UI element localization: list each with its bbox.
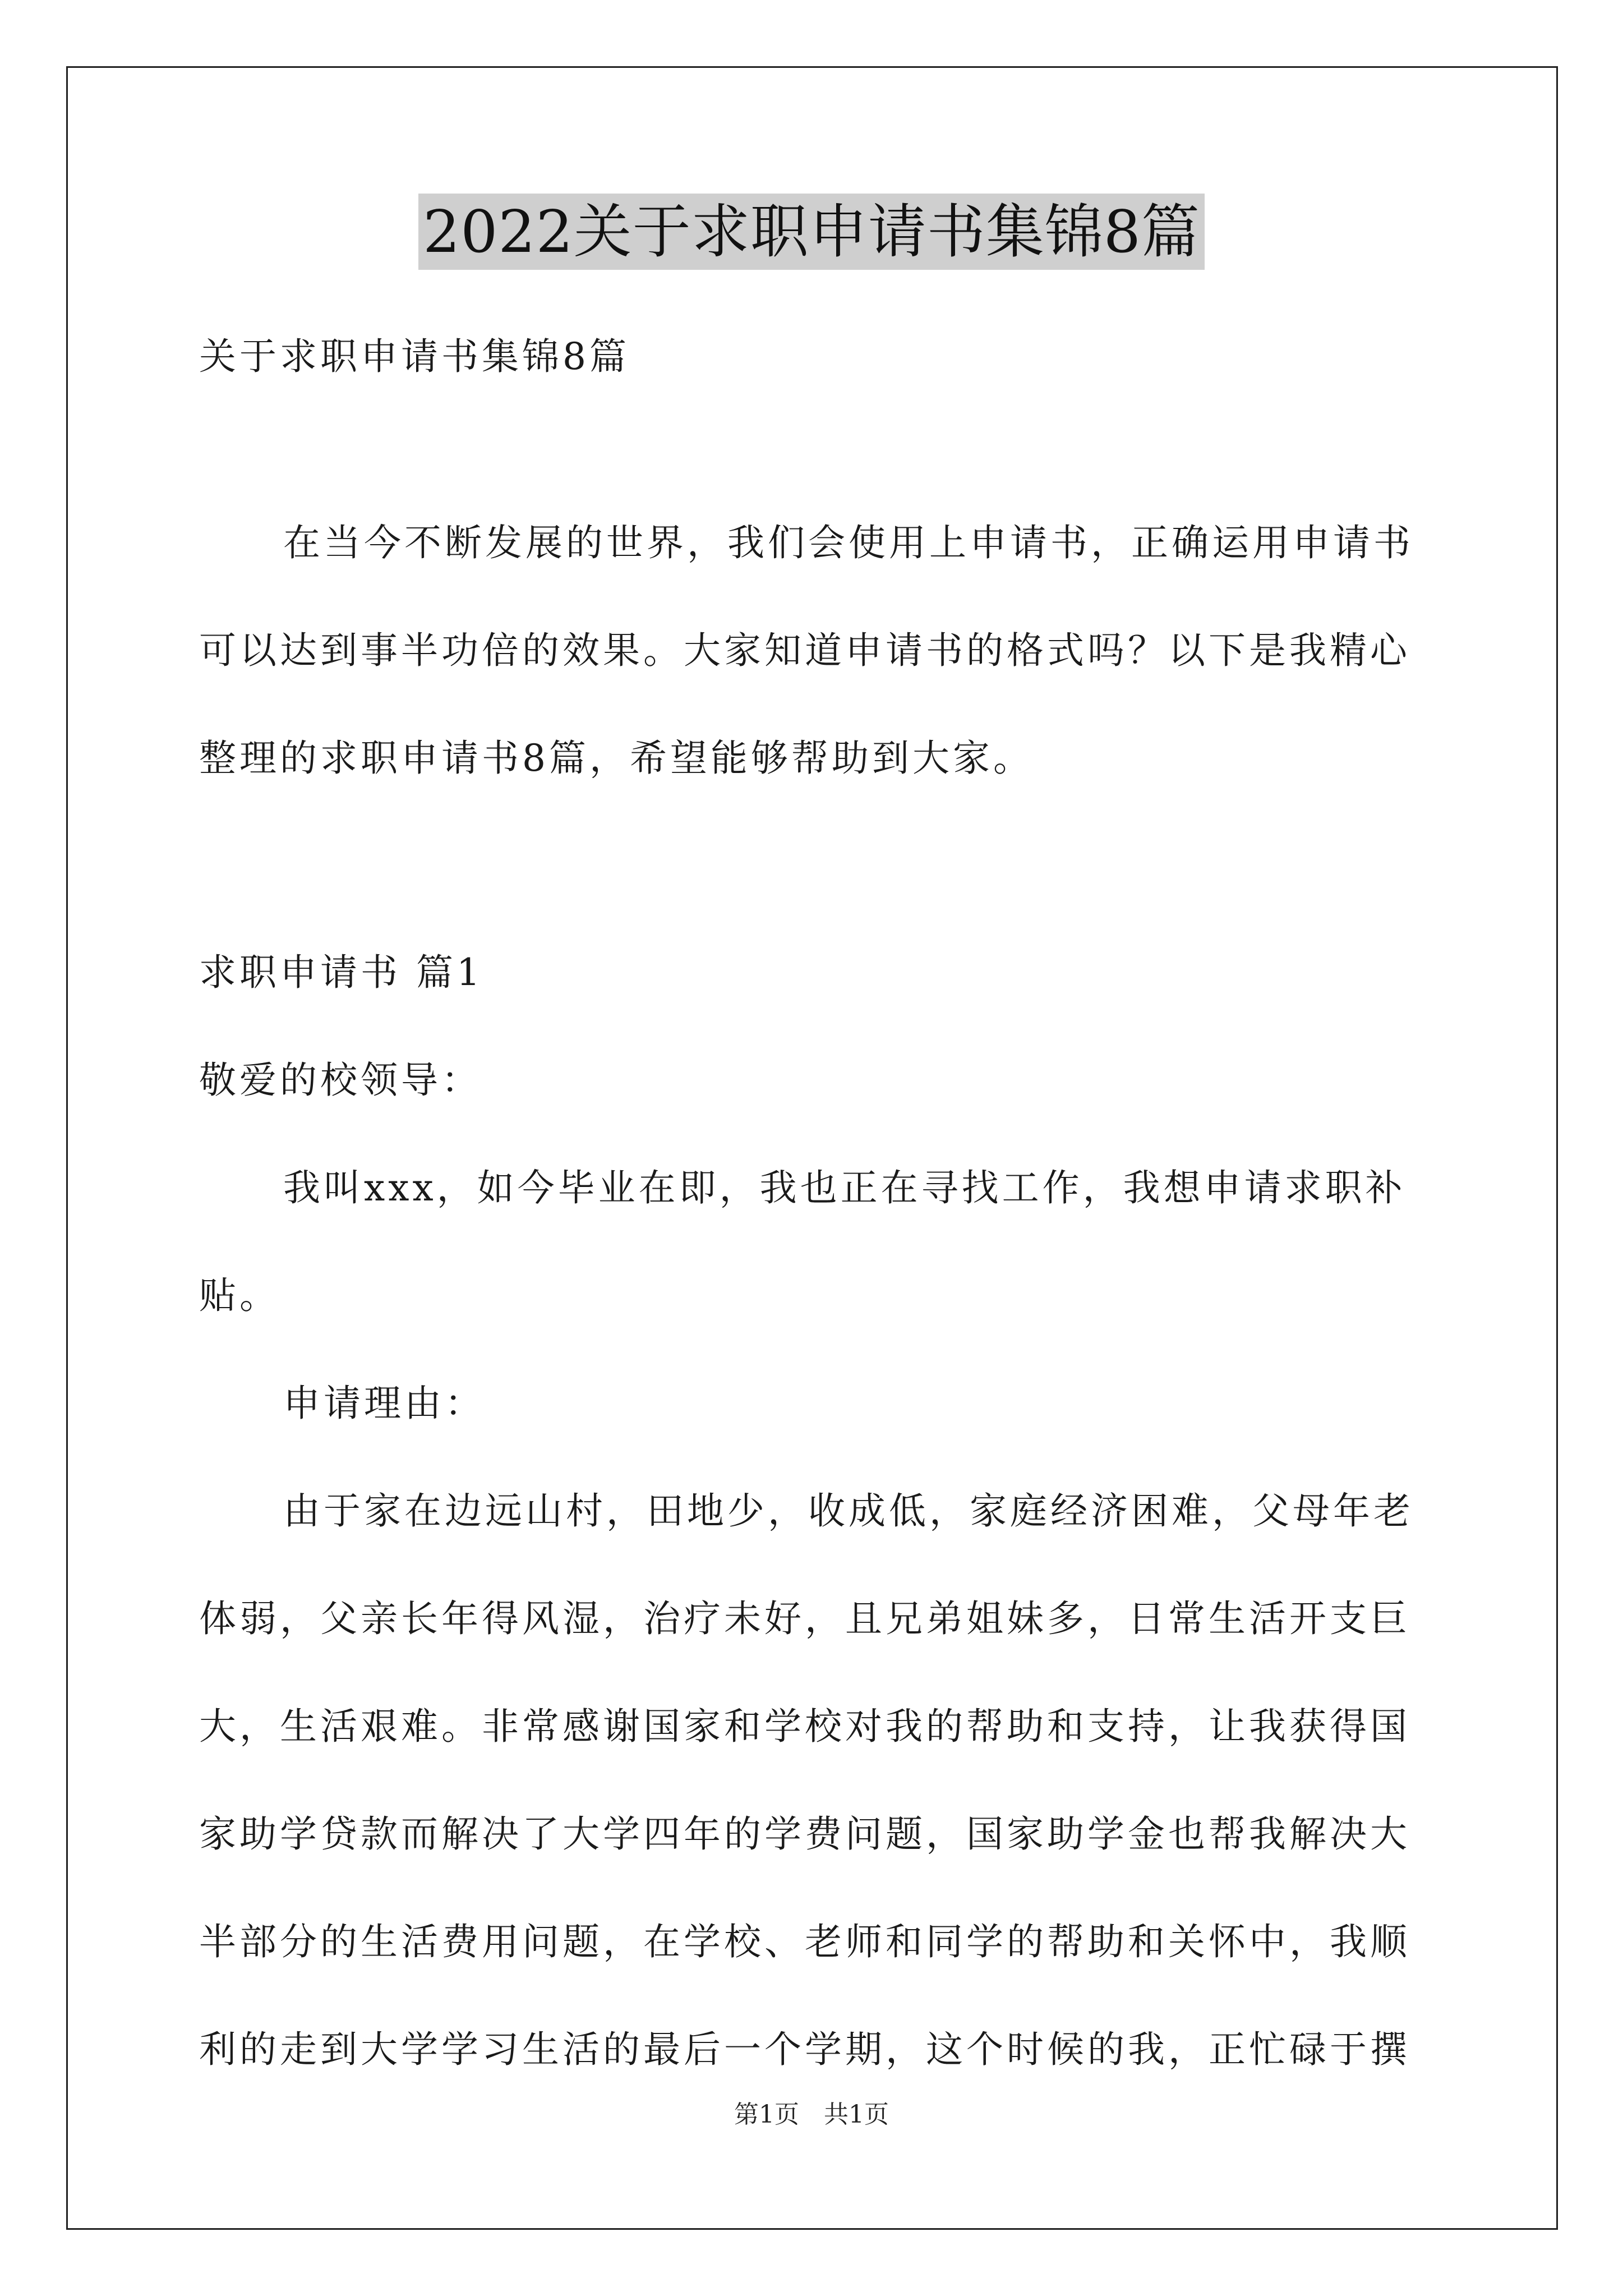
intro-line-2: 可以达到事半功倍的效果。大家知道申请书的格式吗？以下是我精心: [199, 629, 1410, 672]
para2-line-4: 家助学贷款而解决了大学四年的学费问题，国家助学金也帮我解决大: [199, 1812, 1410, 1856]
page-footer: 第1页 共1页: [734, 2100, 889, 2129]
para1-line-2: 贴。: [199, 1274, 280, 1317]
document-title: 2022关于求职申请书集锦8篇: [418, 194, 1205, 270]
para2-line-3: 大，生活艰难。非常感谢国家和学校对我的帮助和支持，让我获得国: [199, 1705, 1410, 1748]
salutation: 敬爱的校领导：: [199, 1059, 482, 1102]
para2-line-1: 由于家在边远山村，田地少，收成低，家庭经济困难，父母年老: [283, 1489, 1414, 1533]
para2-line-5: 半部分的生活费用问题，在学校、老师和同学的帮助和关怀中，我顺: [199, 1920, 1410, 1963]
intro-line-3: 整理的求职申请书8篇，希望能够帮助到大家。: [199, 737, 1034, 780]
reason-heading: 申请理由：: [283, 1382, 485, 1425]
para1-line-1: 我叫xxx，如今毕业在即，我也正在寻找工作，我想申请求职补: [283, 1166, 1406, 1209]
para2-line-2: 体弱，父亲长年得风湿，治疗未好，且兄弟姐妹多，日常生活开支巨: [199, 1597, 1410, 1640]
document-body: [199, 303, 1427, 2104]
subtitle: 关于求职申请书集锦8篇: [199, 335, 630, 378]
section-heading: 求职申请书 篇1: [199, 951, 483, 994]
para2-line-6: 利的走到大学学习生活的最后一个学期，这个时候的我，正忙碌于撰: [199, 2028, 1410, 2071]
intro-line-1: 在当今不断发展的世界，我们会使用上申请书，正确运用申请书: [283, 521, 1414, 564]
